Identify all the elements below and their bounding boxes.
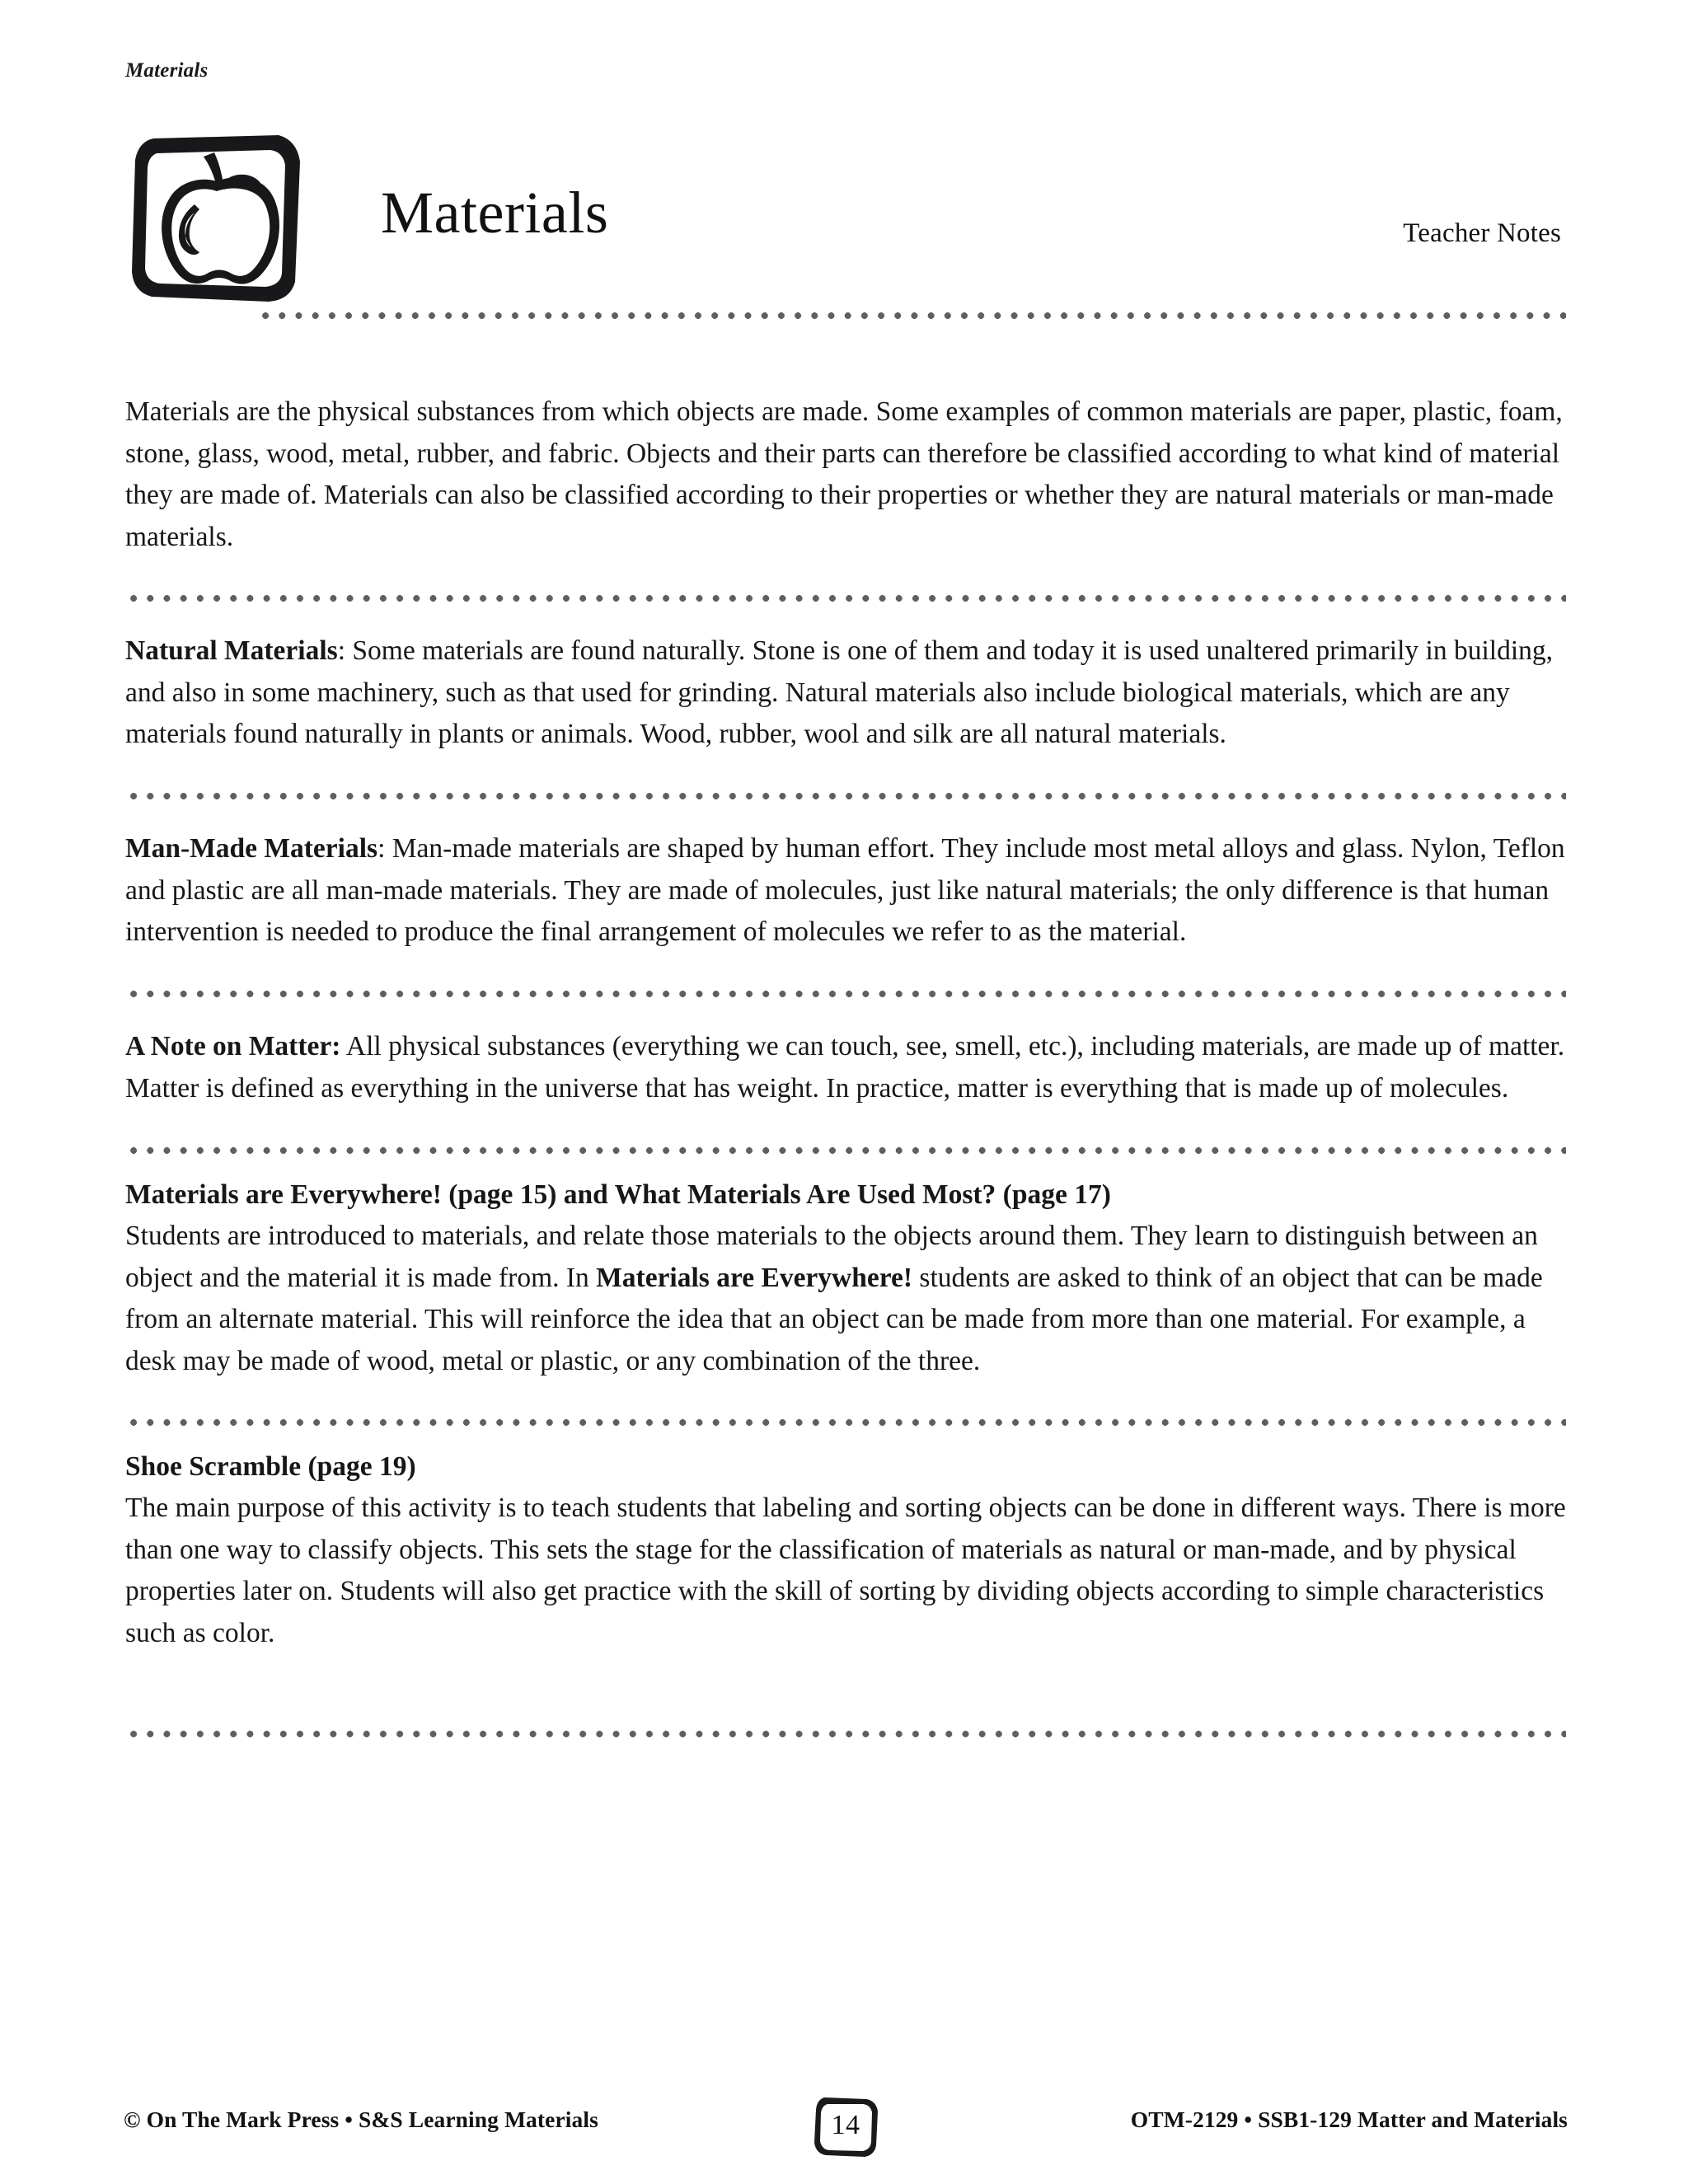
section-shoe-scramble-heading: Shoe Scramble (page 19): [125, 1451, 416, 1482]
footer-copyright: © On The Mark Press • S&S Learning Materials: [124, 2107, 598, 2132]
apple-icon: [124, 122, 312, 310]
divider-2: [125, 793, 1566, 799]
section-materials-are-everywhere-body: [125, 1216, 1569, 1382]
mae-inline-bold: Materials are Everywhere!: [596, 1262, 913, 1293]
divider-1: [125, 595, 1566, 602]
section-note-on-matter-body: All physical substances (everything we can touch, see, smell, etc.), including materials, are made up of matter. Matter is defined as everything in the universe that has weight. In practice, matter is everything that is made up of molecules.: [125, 1031, 1565, 1104]
section-natural-materials-heading: Natural Materials: [125, 635, 338, 666]
masthead: [124, 115, 1564, 326]
page-footer: [124, 2093, 1568, 2151]
section-note-on-matter-heading: A Note on Matter:: [125, 1031, 341, 1062]
mae-text-1: Students are introduced to materials, and relate those materials to the objects around them. They learn to distinguish between an object and the material it is made from. In: [125, 1221, 1538, 1293]
divider-4: [125, 1147, 1566, 1154]
divider-3: [125, 991, 1566, 997]
section-materials-are-everywhere-heading: Materials are Everywhere! (page 15) and What Materials Are Used Most? (page 17): [125, 1179, 1111, 1210]
section-shoe-scramble-body: The main purpose of this activity is to teach students that labeling and sorting objects can be done in different ways. There is more than one way to classify objects. This sets the stage for the classification of materials as natural or man-made, and by physical properties later on. Students will also get practice with the skill of sorting by dividing objects according to simple characteristics such as color.: [125, 1493, 1566, 1648]
running-head: Materials: [125, 59, 209, 82]
section-intro: Materials are the physical substances from which objects are made. Some examples of common materials are paper, plastic, foam, stone, glass, wood, metal, rubber, and fabric. Objects and their parts can therefore be classified according to what kind of material they are made of. Materials can also be classified according to their properties or whether they are natural materials or man-made materials.: [125, 396, 1563, 552]
section-natural-materials-body: : Some materials are found naturally. Stone is one of them and today it is used unaltered primarily in building, and also in some machinery, such as that used for grinding. Natural materials also include biological materials, which are any materials found naturally in plants or animals. Wood, rubber, wool and silk are all natural materials.: [125, 635, 1553, 749]
footer-product-code: OTM-2129 • SSB1-129 Matter and Materials: [1130, 2107, 1568, 2132]
mae-text-2: students are asked to think of an object that can be made from an alternate material. This will reinforce the idea that an object can be made from more than one material. For example, a desk may be made of wood, metal or plastic, or any combination of the three.: [125, 1262, 1543, 1376]
divider-masthead: [257, 312, 1566, 319]
page-number-badge: [810, 2090, 881, 2161]
page-title: Materials: [381, 180, 609, 246]
section-man-made-materials: [125, 828, 1569, 954]
masthead-subtitle: Teacher Notes: [1403, 218, 1561, 248]
section-man-made-materials-body: : Man-made materials are shaped by human effort. They include most metal alloys and glass. Nylon, Teflon and plastic are all man-made materials. They are made of molecules, just like natural materials; the only difference is that human intervention is needed to produce the final arrangement of molecules we refer to as the material.: [125, 833, 1565, 947]
section-man-made-materials-heading: Man-Made Materials: [125, 833, 378, 864]
divider-5: [125, 1419, 1566, 1426]
section-natural-materials: [125, 630, 1569, 756]
section-note-on-matter: [125, 1026, 1569, 1109]
divider-6: [125, 1731, 1566, 1737]
page-number: 14: [831, 2110, 860, 2140]
